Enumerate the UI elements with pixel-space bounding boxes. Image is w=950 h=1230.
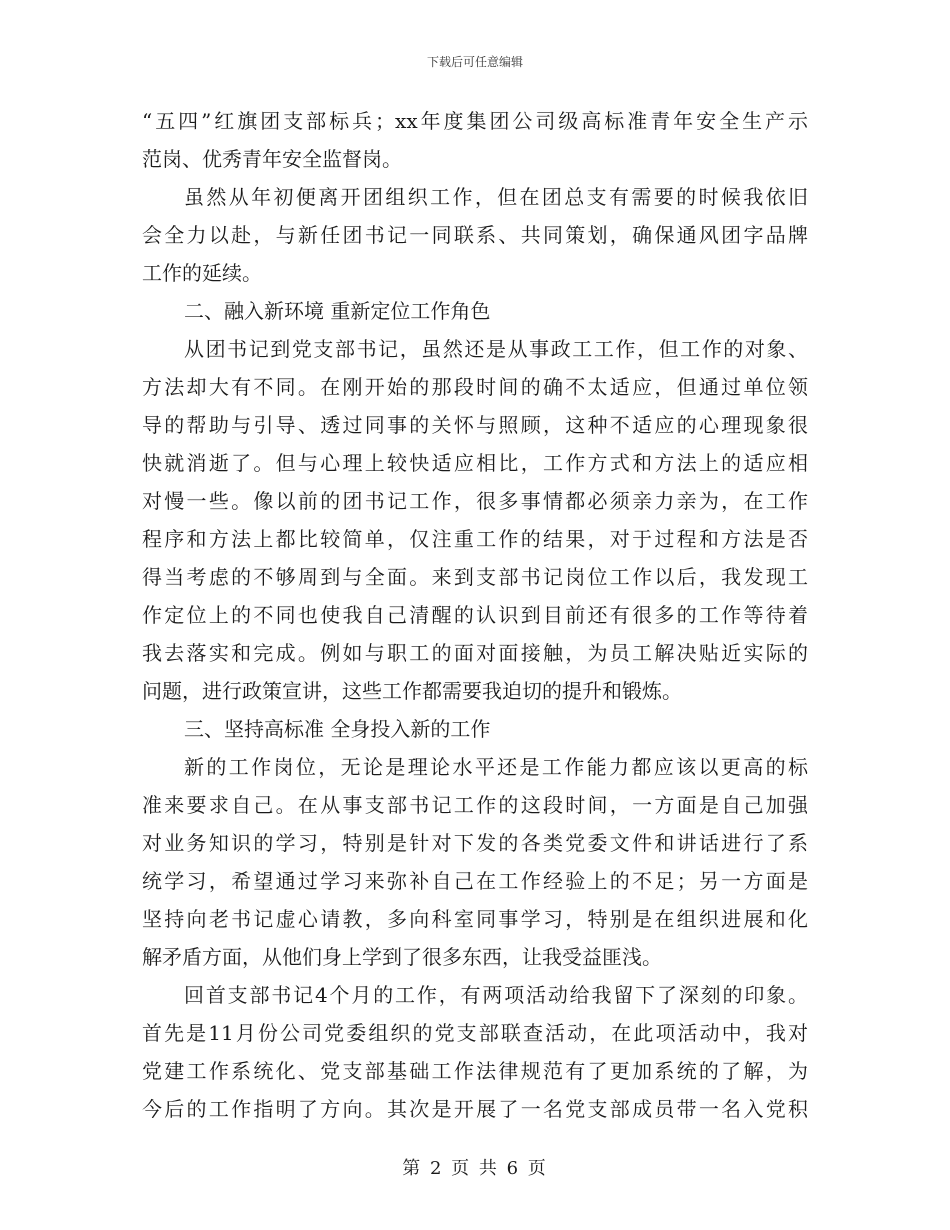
text-line: 解矛盾方面，从他们身上学到了很多东西，让我受益匪浅。: [142, 945, 662, 969]
text-line: 工作的延续。: [142, 261, 262, 285]
page-number: 第 2 页 共 6 页: [402, 1158, 548, 1179]
text-line: 坚持向老书记虚心请教，多向科室同事学习，特别是在组织进展和化: [142, 907, 808, 931]
text-line: 三、坚持高标准 全身投入新的工作: [184, 717, 491, 741]
text-line: 回首支部书记4个月的工作，有两项活动给我留下了深刻的印象。: [184, 983, 808, 1007]
text-line: 准来要求自己。在从事支部书记工作的这段时间，一方面是自己加强: [142, 793, 808, 817]
text-line: 从团书记到党支部书记，虽然还是从事政工工作，但工作的对象、: [184, 337, 808, 361]
text-line: 统学习，希望通过学习来弥补自己在工作经验上的不足；另一方面是: [142, 869, 808, 893]
document-body: [142, 102, 808, 1128]
text-line: 导的帮助与引导、透过同事的关怀与照顾，这种不适应的心理现象很: [142, 413, 808, 437]
text-line: 会全力以赴，与新任团书记一同联系、共同策划，确保通风团字品牌: [142, 223, 808, 247]
text-line: 作定位上的不同也使我自己清醒的认识到目前还有很多的工作等待着: [142, 603, 808, 627]
text-line: 程序和方法上都比较简单，仅注重工作的结果，对于过程和方法是否: [142, 527, 808, 551]
text-line: 二、融入新环境 重新定位工作角色: [184, 299, 491, 323]
text-line: 虽然从年初便离开团组织工作，但在团总支有需要的时候我依旧: [184, 185, 808, 209]
text-line: 新的工作岗位，无论是理论水平还是工作能力都应该以更高的标: [184, 755, 808, 779]
text-line: 得当考虑的不够周到与全面。来到支部书记岗位工作以后，我发现工: [142, 565, 808, 589]
text-line: 党建工作系统化、党支部基础工作法律规范有了更加系统的了解，为: [142, 1059, 808, 1083]
text-line: 我去落实和完成。例如与职工的面对面接触，为员工解决贴近实际的: [142, 641, 808, 665]
text-line: 方法却大有不同。在刚开始的那段时间的确不太适应，但通过单位领: [142, 375, 808, 399]
text-line: 问题，进行政策宣讲，这些工作都需要我迫切的提升和锻炼。: [142, 679, 682, 703]
text-line: 首先是11月份公司党委组织的党支部联查活动，在此项活动中，我对: [142, 1021, 808, 1045]
text-line: 对慢一些。像以前的团书记工作，很多事情都必须亲力亲为，在工作: [142, 489, 808, 513]
text-line: 对业务知识的学习，特别是针对下发的各类党委文件和讲话进行了系: [142, 831, 808, 855]
text-line: 快就消逝了。但与心理上较快适应相比，工作方式和方法上的适应相: [142, 451, 808, 475]
text-line: 今后的工作指明了方向。其次是开展了一名党支部成员带一名入党积: [142, 1097, 808, 1121]
page-header-note: 下载后可任意编辑: [426, 55, 523, 69]
text-line: 范岗、优秀青年安全监督岗。: [142, 147, 402, 171]
text-line: “五四”红旗团支部标兵；xx年度集团公司级高标准青年安全生产示: [142, 109, 808, 133]
